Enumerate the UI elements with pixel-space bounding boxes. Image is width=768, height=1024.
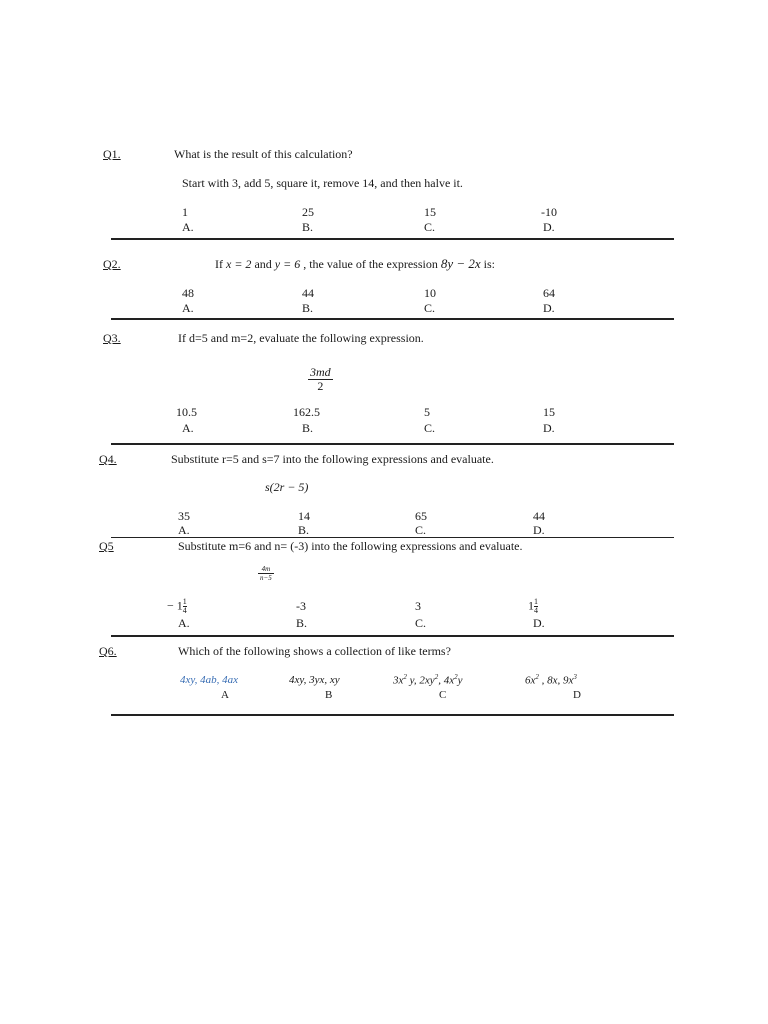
q4-option-b-value: 14 (298, 509, 310, 523)
q5-option-a-numerator: 1 (182, 597, 187, 606)
q2-prompt-and: and (254, 257, 272, 271)
q2-option-a-letter: A. (182, 301, 194, 315)
divider (111, 714, 674, 716)
q4-expression: s(2r − 5) (265, 480, 309, 494)
q6-option-b-letter: B (325, 689, 333, 701)
q3-prompt: If d=5 and m=2, evaluate the following expression. (178, 331, 424, 345)
q4-option-a-value: 35 (178, 509, 190, 523)
q4-prompt: Substitute r=5 and s=7 into the following expressions and evaluate. (171, 452, 494, 466)
q3-expression (308, 366, 333, 393)
q1-option-b-letter: B. (302, 220, 314, 234)
q2-prompt-mid: , the value of the expression (303, 257, 438, 271)
q1-prompt: What is the result of this calculation? (174, 147, 353, 161)
q2-option-c-value: 10 (424, 286, 436, 300)
q6-option-c-value (393, 673, 462, 687)
q3-option-c-letter: C. (424, 421, 436, 435)
q2-prompt-x: x = 2 (226, 257, 252, 271)
q6-option-c-letter: C (439, 689, 447, 701)
q5-option-d-numerator: 1 (534, 597, 538, 606)
q2-option-c-letter: C. (424, 301, 436, 315)
q6-option-c-sup1: 2 (403, 673, 407, 681)
q5-label: Q5 (99, 539, 114, 553)
divider (111, 443, 674, 445)
q2-label: Q2. (103, 257, 121, 271)
q3-fraction-numerator: 3md (310, 365, 331, 379)
q1-option-c-value: 15 (424, 205, 436, 219)
q1-option-d-value: -10 (541, 205, 557, 219)
q5-option-d-denominator: 4 (534, 606, 538, 615)
q3-option-b-value: 162.5 (293, 405, 320, 419)
q6-option-b-value: 4xy, 3yx, xy (289, 674, 340, 686)
q1-option-a-letter: A. (182, 220, 194, 234)
divider (111, 318, 674, 320)
q6-label: Q6. (99, 644, 117, 658)
q4-option-a-letter: A. (178, 523, 190, 537)
q1-option-c-letter: C. (424, 220, 436, 234)
q5-option-d-value (528, 598, 538, 615)
q6-option-a-value: 4xy, 4ab, 4ax (180, 674, 239, 686)
divider (111, 238, 674, 240)
q6-option-a-letter: A (221, 689, 229, 701)
q3-option-a-letter: A. (182, 421, 194, 435)
q6-prompt: Which of the following shows a collection of like terms? (178, 644, 451, 658)
q6-option-c-sup2: 2 (434, 673, 439, 681)
q5-option-a-value (167, 598, 187, 615)
q5-option-d-whole: 1 (528, 598, 534, 613)
q1-option-b-value: 25 (302, 205, 314, 219)
q5-option-a-letter: A. (178, 616, 190, 630)
q5-expression (258, 565, 274, 582)
divider (111, 635, 674, 637)
q2-option-b-value: 44 (302, 286, 314, 300)
q3-option-d-letter: D. (543, 421, 555, 435)
q5-option-a-whole: − 1 (167, 598, 183, 613)
q5-option-b-value: -3 (296, 599, 306, 613)
q6-option-d-sup2: 3 (573, 673, 577, 681)
q6-option-d-part1: 6x (525, 674, 536, 687)
q5-prompt: Substitute m=6 and n= (-3) into the following expressions and evaluate. (178, 539, 523, 553)
q2-option-b-letter: B. (302, 301, 314, 315)
q6-option-d-part2: , 8x, 9x (538, 674, 574, 687)
q2-prompt-y: y = 6 (274, 257, 301, 271)
q4-option-d-value: 44 (533, 509, 545, 523)
q2-prompt (215, 256, 495, 272)
q2-option-d-letter: D. (543, 301, 555, 315)
q6-option-d-sup1: 2 (535, 673, 539, 681)
q6-option-c-sup3: 2 (454, 673, 458, 681)
q4-label: Q4. (99, 452, 117, 466)
q2-option-a-value: 48 (182, 286, 194, 300)
q5-option-c-value: 3 (415, 599, 421, 613)
q5-option-a-denominator: 4 (182, 606, 187, 615)
q3-fraction-denominator: 2 (317, 379, 324, 393)
q3-option-b-letter: B. (302, 421, 314, 435)
q6-option-c-part2: y, 2xy (406, 674, 435, 687)
q4-option-c-value: 65 (415, 509, 427, 523)
q2-prompt-expr: 8y − 2x (440, 256, 481, 271)
q2-prompt-end: is: (483, 257, 495, 271)
q5-option-b-letter: B. (296, 616, 308, 630)
q6-option-c-part1: 3x (393, 674, 404, 687)
q2-prompt-if: If (215, 257, 223, 271)
q3-option-d-value: 15 (543, 405, 555, 419)
q1-instructions: Start with 3, add 5, square it, remove 14, and then halve it. (182, 176, 463, 190)
q6-option-c-part4: y (457, 674, 463, 687)
q6-option-c-part3: , 4x (438, 674, 455, 687)
q5-option-d-letter: D. (533, 616, 545, 630)
q1-option-a-value: 1 (182, 205, 188, 219)
q3-option-c-value: 5 (424, 405, 430, 419)
q4-option-c-letter: C. (415, 523, 427, 537)
q1-label: Q1. (103, 147, 121, 161)
q6-option-d-letter: D (573, 689, 581, 701)
q5-fraction-denominator: n−5 (260, 574, 272, 582)
q4-option-b-letter: B. (298, 523, 310, 537)
q4-option-d-letter: D. (533, 523, 545, 537)
divider (111, 537, 674, 538)
q5-fraction-numerator: 4m (258, 565, 274, 574)
q3-label: Q3. (103, 331, 121, 345)
q5-option-c-letter: C. (415, 616, 427, 630)
q3-option-a-value: 10.5 (176, 405, 197, 419)
q2-option-d-value: 64 (543, 286, 555, 300)
q6-option-d-value (525, 673, 577, 687)
q1-option-d-letter: D. (543, 220, 555, 234)
